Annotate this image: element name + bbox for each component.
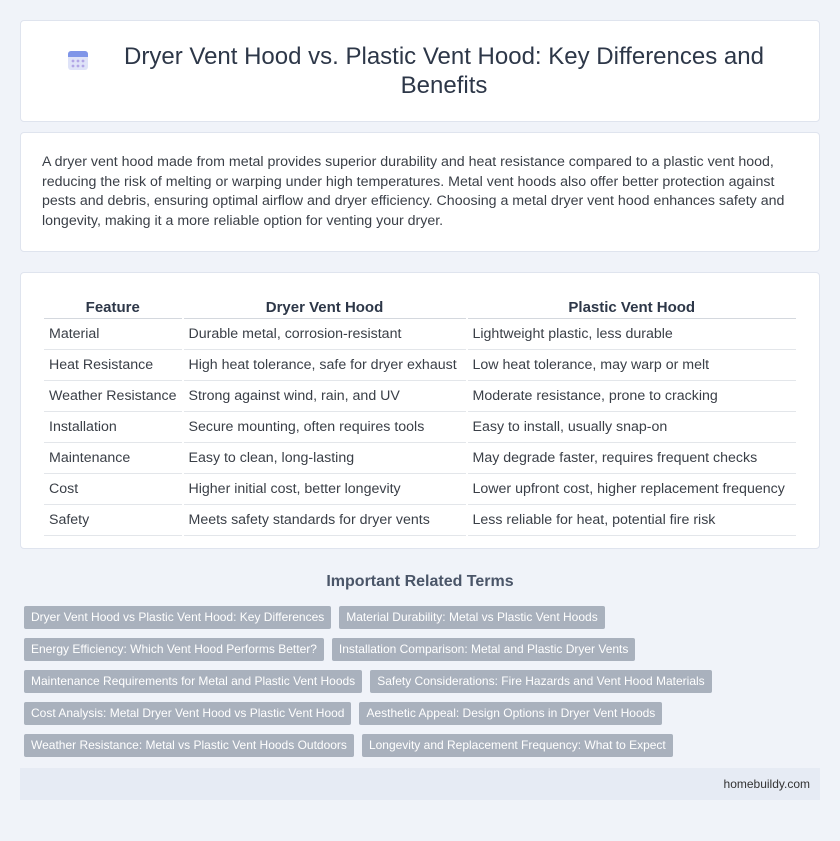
related-term-tag[interactable]: Safety Considerations: Fire Hazards and Vent Hood Materials: [370, 670, 712, 693]
comparison-table: [42, 291, 798, 536]
table-cell: Heat Resistance: [44, 350, 182, 381]
table-cell: Easy to install, usually snap-on: [468, 412, 797, 443]
header-inner: [66, 42, 774, 100]
related-term-tag[interactable]: Dryer Vent Hood vs Plastic Vent Hood: Key Differences: [24, 606, 331, 629]
intro-text: A dryer vent hood made from metal provides superior durability and heat resistance compared to a plastic vent hood, reducing the risk of melting or warping under high temperatures. Metal vent hoods also offer better protection against pests and debris, ensuring optimal airflow and dryer efficiency. Choosing a metal dryer vent hood enhances safety and longevity, making it a more reliable option for venting your dryer.: [42, 154, 785, 229]
comparison-table-card: [20, 272, 820, 549]
related-terms-title: Important Related Terms: [326, 573, 514, 590]
table-cell: Durable metal, corrosion-resistant: [184, 319, 466, 350]
table-cell: Meets safety standards for dryer vents: [184, 505, 466, 536]
table-row: [44, 319, 796, 350]
related-terms-list: [20, 606, 750, 757]
related-term-tag[interactable]: Installation Comparison: Metal and Plastic Dryer Vents: [332, 638, 635, 661]
related-term-tag[interactable]: Cost Analysis: Metal Dryer Vent Hood vs Plastic Vent Hood: [24, 702, 351, 725]
table-cell: Secure mounting, often requires tools: [184, 412, 466, 443]
table-row: [44, 505, 796, 536]
table-cell: Lightweight plastic, less durable: [468, 319, 797, 350]
table-row: [44, 350, 796, 381]
table-cell: May degrade faster, requires frequent checks: [468, 443, 797, 474]
related-term-tag[interactable]: Aesthetic Appeal: Design Options in Dryer Vent Hoods: [359, 702, 662, 725]
table-cell: Safety: [44, 505, 182, 536]
header-dryer-vent-hood: Dryer Vent Hood: [184, 291, 466, 319]
table-cell: Material: [44, 319, 182, 350]
footer-site-name: homebuildy.com: [723, 777, 810, 791]
table-row: [44, 443, 796, 474]
table-header-row: [44, 291, 796, 319]
header-card: [20, 20, 820, 122]
related-term-tag[interactable]: Longevity and Replacement Frequency: What to Expect: [362, 734, 673, 757]
related-term-tag[interactable]: Energy Efficiency: Which Vent Hood Performs Better?: [24, 638, 324, 661]
header-feature: Feature: [44, 291, 182, 319]
intro-card: [20, 132, 820, 252]
table-cell: Weather Resistance: [44, 381, 182, 412]
table-cell: Cost: [44, 474, 182, 505]
header-plastic-vent-hood: Plastic Vent Hood: [468, 291, 797, 319]
table-row: [44, 381, 796, 412]
table-cell: Installation: [44, 412, 182, 443]
table-row: [44, 474, 796, 505]
table-cell: Less reliable for heat, potential fire risk: [468, 505, 797, 536]
related-term-tag[interactable]: Maintenance Requirements for Metal and Plastic Vent Hoods: [24, 670, 362, 693]
table-cell: Higher initial cost, better longevity: [184, 474, 466, 505]
page-title: Dryer Vent Hood vs. Plastic Vent Hood: Key Differences and Benefits: [124, 43, 764, 99]
footer: [20, 768, 820, 800]
table-cell: High heat tolerance, safe for dryer exhaust: [184, 350, 466, 381]
related-term-tag[interactable]: Weather Resistance: Metal vs Plastic Vent Hoods Outdoors: [24, 734, 354, 757]
table-cell: Lower upfront cost, higher replacement frequency: [468, 474, 797, 505]
table-cell: Strong against wind, rain, and UV: [184, 381, 466, 412]
table-cell: Maintenance: [44, 443, 182, 474]
table-row: [44, 412, 796, 443]
table-cell: Easy to clean, long-lasting: [184, 443, 466, 474]
table-cell: Moderate resistance, prone to cracking: [468, 381, 797, 412]
table-cell: Low heat tolerance, may warp or melt: [468, 350, 797, 381]
calendar-icon: [66, 48, 90, 72]
related-term-tag[interactable]: Material Durability: Metal vs Plastic Vent Hoods: [339, 606, 604, 629]
